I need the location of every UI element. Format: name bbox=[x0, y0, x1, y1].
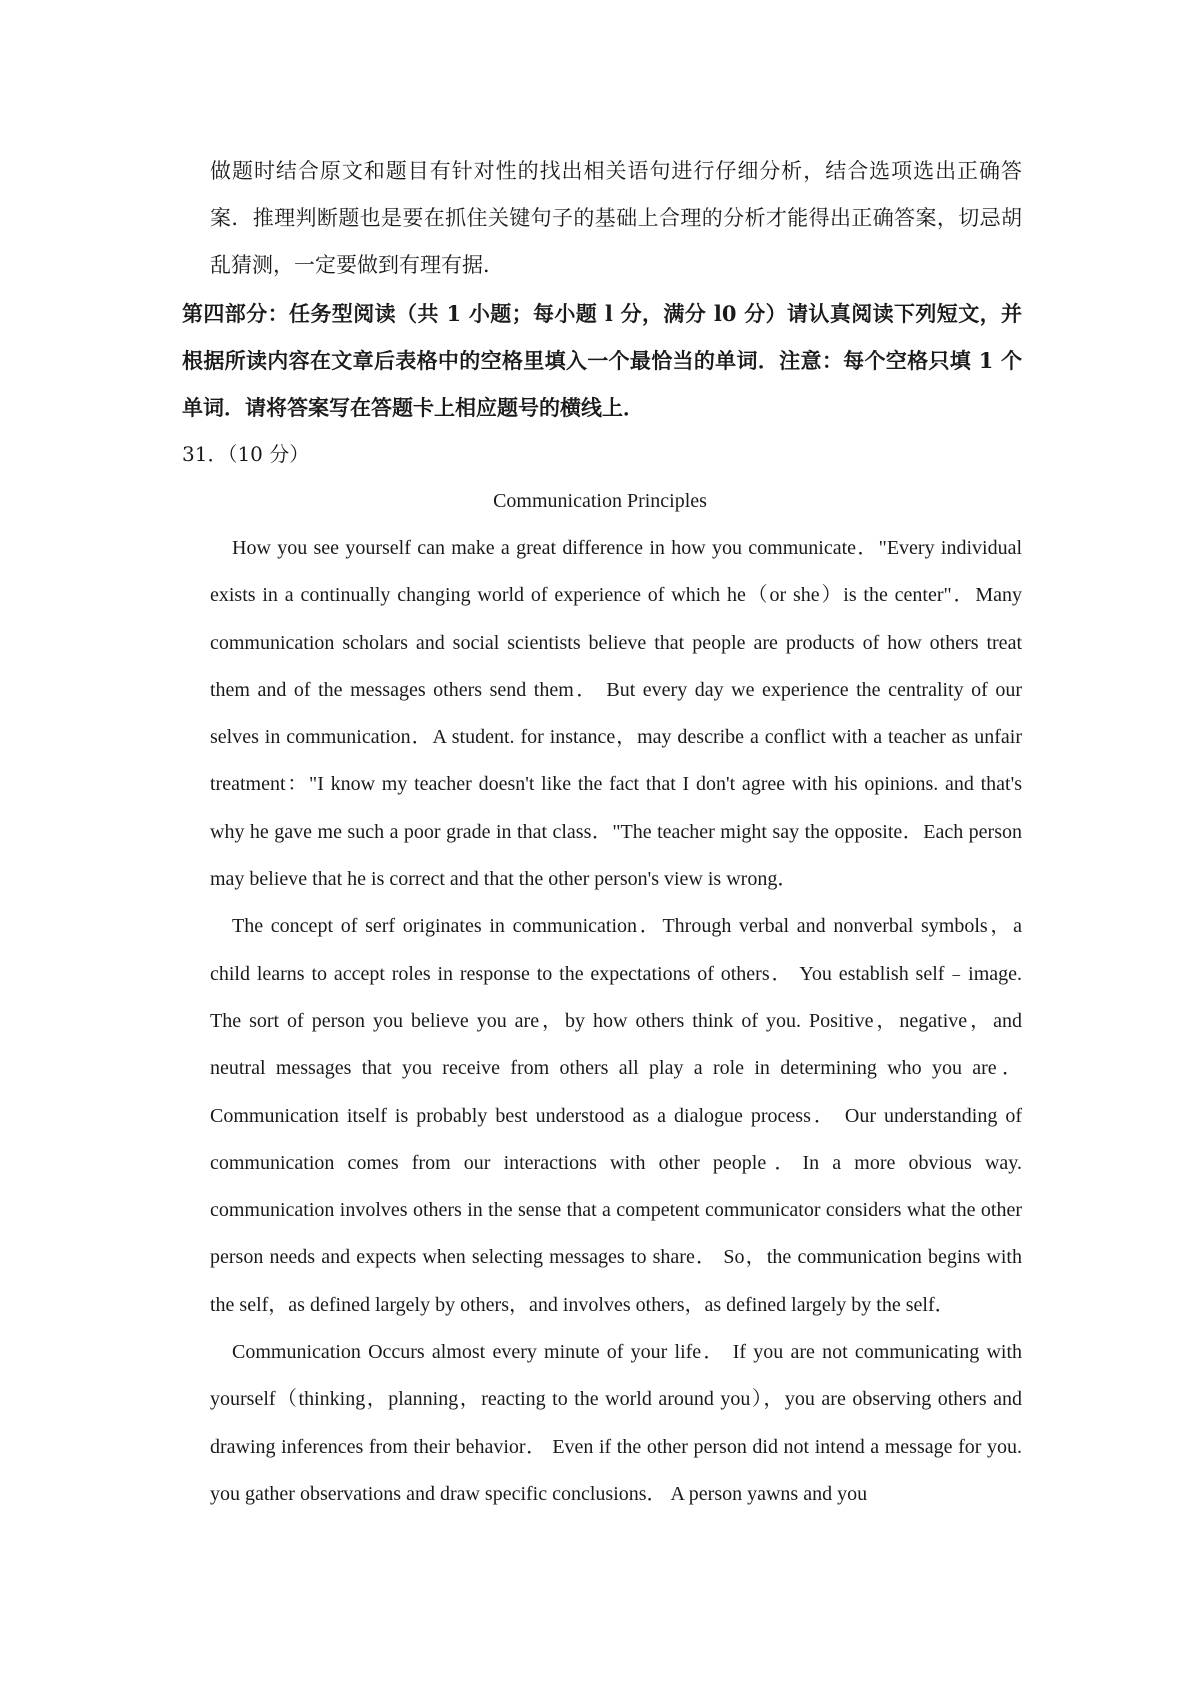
passage-paragraph-1: How you see yourself can make a great difference in how you communicate．"Every individual exists in a continually changing world of experience of which he（or she）is the center"．Many communication scholars and social scientists believe that people are products of how others treat them and of the messages others send them． But every day we experience the centrality of our selves in communication．A student. for instance，may describe a conflict with a teacher as unfair treatment："I know my teacher doesn't like the fact that I don't agree with his opinions. and that's why he gave me such a poor grade in that class．"The teacher might say the opposite．Each person may believe that he is correct and that the other person's view is wrong． bbox=[210, 537, 1022, 891]
section-instructions: 第四部分：任务型阅读（共 1 小题；每小题 l 分，满分 l0 分）请认真阅读下列短文，并根据所读内容在文章后表格中的空格里填入一个最恰当的单词．注意：每个空格只填 1 个单词．请将答案写在答题卡上相应题号的横线上． bbox=[182, 301, 1022, 420]
intro-paragraph: 做题时结合原文和题目有针对性的找出相关语句进行仔细分析，结合选项选出正确答案．推理判断题也是要在抓住关键句子的基础上合理的分析才能得出正确答案，切忌胡乱猜测，一定要做到有理有据． bbox=[210, 159, 1022, 277]
question-number: 31．（10 分） bbox=[182, 442, 310, 466]
passage-body bbox=[210, 525, 1022, 1518]
passage-paragraph-3: Communication Occurs almost every minute of your life． If you are not communicating with yourself（thinking，planning，reacting to the world around you），you are observing others and drawing inferences from their behavior． Even if the other person did not intend a message for you. you gather observations and draw specific conclusions． A person yawns and you bbox=[210, 1341, 1022, 1505]
passage-paragraph-2: The concept of serf originates in communication．Through verbal and nonverbal symbols，a child learns to accept roles in response to the expectations of others． You establish self﹣image. The sort of person you believe you are，by how others think of you. Positive，negative，and neutral messages that you receive from others all play a role in determining who you are． Communication itself is probably best understood as a dialogue process． Our understanding of communication comes from our interactions with other people．In a more obvious way. communication involves others in the sense that a competent communicator considers what the other person needs and expects when selecting messages to share． So，the communication begins with the self，as defined largely by others，and involves others，as defined largely by the self． bbox=[210, 915, 1022, 1316]
passage-title: Communication Principles bbox=[493, 490, 707, 512]
